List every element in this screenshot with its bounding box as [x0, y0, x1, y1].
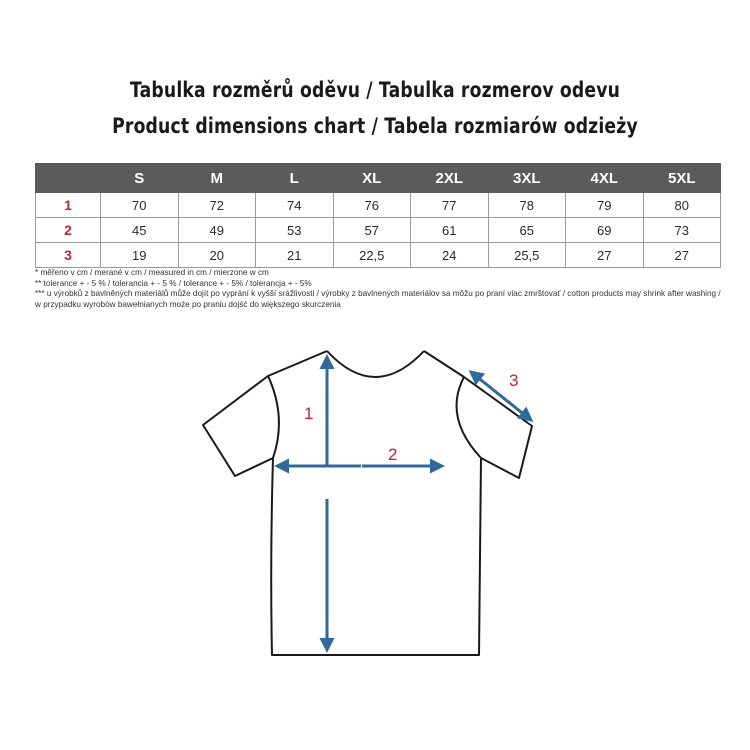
- size-header-xl: XL: [333, 164, 411, 193]
- size-header-3xl: 3XL: [488, 164, 566, 193]
- table-cell: 74: [256, 193, 334, 218]
- measurement-label-1: 1: [304, 404, 314, 423]
- measurement-label-3: 3: [509, 371, 519, 390]
- table-cell: 22,5: [333, 243, 411, 268]
- table-cell: 19: [101, 243, 179, 268]
- row-label-1: 1: [36, 193, 101, 218]
- size-header-5xl: 5XL: [643, 164, 721, 193]
- row-label-3: 3: [36, 243, 101, 268]
- table-cell: 70: [101, 193, 179, 218]
- chart-title-line-1: Tabulka rozměrů oděvu / Tabulka rozmerov odevu: [129, 78, 621, 102]
- table-cell: 24: [411, 243, 489, 268]
- table-cell: 80: [643, 193, 721, 218]
- footnote-units: * měřeno v cm / merané v cm / measured in cm / mierzone w cm: [35, 268, 269, 277]
- table-cell: 57: [333, 218, 411, 243]
- row-label-2: 2: [36, 218, 101, 243]
- table-cell: 79: [566, 193, 644, 218]
- table-cell: 21: [256, 243, 334, 268]
- table-cell: 69: [566, 218, 644, 243]
- table-cell: 77: [411, 193, 489, 218]
- footnote-shrinkage: *** u výrobků z bavlněných materiálů může dojít po vyprání k vyšší srážlivosti / výrobky z bavlnených materiálov sa môžu po praní viac zmrštovať / cotton products may shrink after washing / w przypadku wyrobów bawełnianych może po praniu dojść do większego skurczenia: [35, 289, 721, 309]
- table-cell: 76: [333, 193, 411, 218]
- table-cell: 20: [178, 243, 256, 268]
- measurement-label-2: 2: [388, 445, 398, 464]
- size-header-s: S: [101, 164, 179, 193]
- table-cell: 78: [488, 193, 566, 218]
- size-header-l: L: [256, 164, 334, 193]
- sleeve-arrow: [471, 372, 531, 420]
- tshirt-outline: [203, 351, 532, 655]
- table-cell: 27: [566, 243, 644, 268]
- size-header-m: M: [178, 164, 256, 193]
- size-header-2xl: 2XL: [411, 164, 489, 193]
- table-cell: 65: [488, 218, 566, 243]
- table-cell: 61: [411, 218, 489, 243]
- table-cell: 49: [178, 218, 256, 243]
- table-cell: 25,5: [488, 243, 566, 268]
- table-cell: 72: [178, 193, 256, 218]
- footnote-tolerance: ** tolerance + - 5 % / tolerancia + - 5 % / tolerance + - 5% / tolerancja + - 5%: [35, 278, 312, 288]
- table-cell: 45: [101, 218, 179, 243]
- chart-title-line-2: Product dimensions chart / Tabela rozmiarów odzieży: [112, 114, 638, 138]
- table-cell: 73: [643, 218, 721, 243]
- table-cell: 53: [256, 218, 334, 243]
- table-cell: 27: [643, 243, 721, 268]
- size-header-4xl: 4XL: [566, 164, 644, 193]
